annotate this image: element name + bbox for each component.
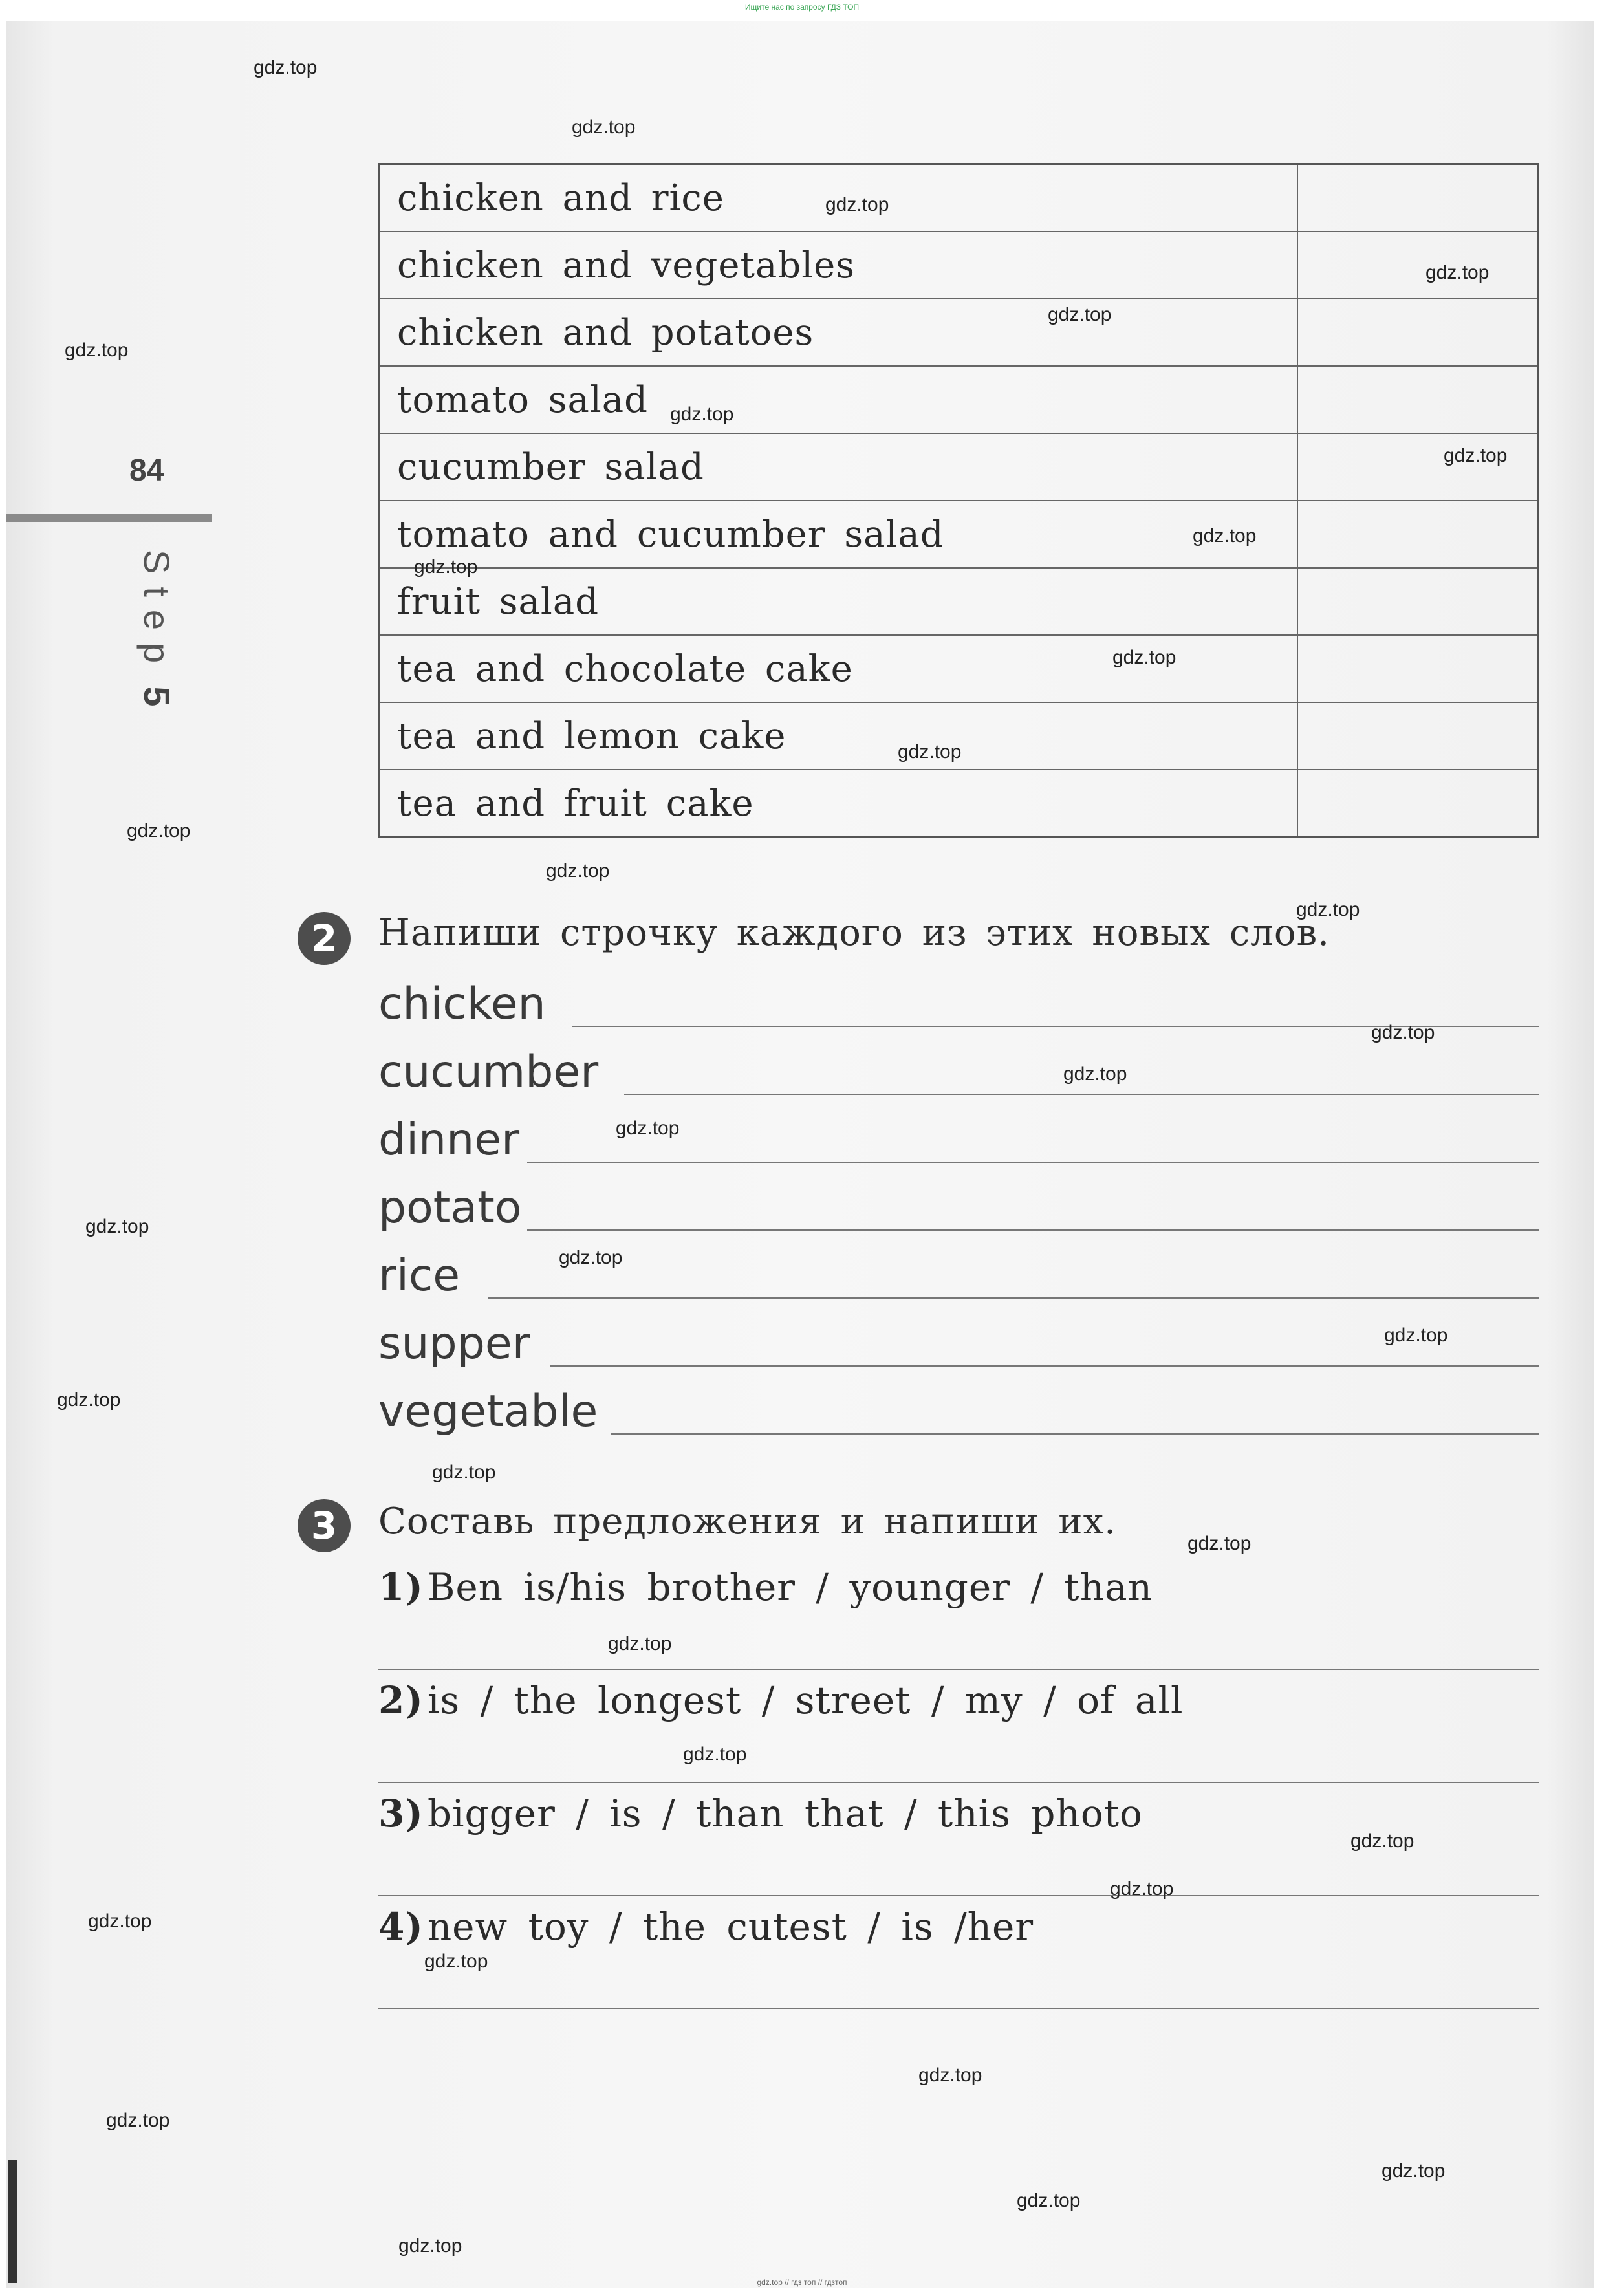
table-cell-answer[interactable] [1297,232,1539,299]
sentence-text: new toy / the cutest / is /her [427,1905,1034,1949]
watermark: gdz.top [1384,1325,1448,1346]
sentence-number: 1) [378,1565,424,1609]
bottom-banner: gdz.top // гдз топ // гдзтоп [757,2278,847,2287]
table-cell-dish: chicken and rice [380,164,1298,232]
word-row [378,1177,1539,1239]
top-banner: Ищите нас по запросу ГДЗ ТОП [744,3,860,12]
watermark: gdz.top [1371,1022,1435,1043]
table-cell-dish: tea and fruit cake [380,770,1298,838]
exercise-3-badge: 3 [298,1499,351,1552]
writing-line[interactable] [527,1162,1539,1163]
exercise-3-instruction: Составь предложения и напиши их. [378,1500,1117,1543]
watermark: gdz.top [1017,2190,1081,2211]
word-label: supper [378,1318,530,1369]
word-row [378,973,1539,1035]
table-cell-answer[interactable] [1297,568,1539,635]
table-cell-dish: tea and lemon cake [380,702,1298,770]
watermark: gdz.top [57,1389,121,1411]
watermark: gdz.top [1193,525,1257,547]
table-row [380,299,1539,366]
watermark: gdz.top [1187,1533,1252,1554]
table-cell-answer[interactable] [1297,433,1539,501]
table-row [380,164,1539,232]
table-cell-dish: chicken and potatoes [380,299,1298,366]
word-row [378,1381,1539,1442]
watermark: gdz.top [398,2235,462,2257]
watermark: gdz.top [1112,647,1176,668]
table-row [380,232,1539,299]
watermark: gdz.top [683,1744,747,1765]
writing-line[interactable] [550,1365,1539,1367]
sentence-number: 2) [378,1678,424,1722]
watermark: gdz.top [572,116,636,138]
table-cell-answer[interactable] [1297,501,1539,568]
sentence-4 [378,1905,1034,1949]
watermark: gdz.top [1444,445,1508,466]
scan-edge-bar [8,2160,17,2283]
watermark: gdz.top [1110,1878,1174,1900]
watermark: gdz.top [559,1247,623,1268]
answer-line[interactable] [378,1782,1539,1783]
watermark: gdz.top [424,1951,488,1972]
table-cell-answer[interactable] [1297,299,1539,366]
writing-line[interactable] [488,1297,1539,1299]
watermark: gdz.top [918,2064,982,2086]
sentence-3 [378,1792,1143,1836]
watermark: gdz.top [65,340,129,361]
page-number: 84 [129,453,164,488]
table-row [380,433,1539,501]
table-cell-dish: tea and chocolate cake [380,635,1298,702]
side-step-label [113,550,178,720]
writing-line[interactable] [527,1229,1539,1231]
watermark: gdz.top [88,1911,152,1932]
table-cell-answer[interactable] [1297,366,1539,433]
watermark: gdz.top [670,404,734,425]
table-cell-dish: cucumber salad [380,433,1298,501]
exercise-2-badge: 2 [298,912,351,965]
watermark: gdz.top [1425,262,1490,283]
table-row [380,770,1539,838]
food-table [378,163,1539,838]
watermark: gdz.top [1063,1063,1127,1085]
word-label: chicken [378,979,546,1030]
table-row [380,501,1539,568]
watermark: gdz.top [546,860,610,882]
word-row [378,1245,1539,1306]
word-label: vegetable [378,1386,598,1437]
sentence-number: 3) [378,1792,424,1836]
table-cell-answer[interactable] [1297,164,1539,232]
answer-line[interactable] [378,2008,1539,2009]
answer-line[interactable] [378,1895,1539,1896]
table-cell-dish: fruit salad [380,568,1298,635]
sentence-2 [378,1678,1184,1722]
watermark: gdz.top [898,741,962,763]
table-row [380,635,1539,702]
table-cell-answer[interactable] [1297,770,1539,838]
word-row [378,1109,1539,1171]
table-cell-answer[interactable] [1297,702,1539,770]
exercise-2-instruction: Напиши строчку каждого из этих новых слов. [378,912,1330,954]
word-label: rice [378,1250,461,1301]
sentence-text: is / the longest / street / my / of all [427,1678,1184,1722]
table-row [380,568,1539,635]
watermark: gdz.top [254,57,318,78]
word-row [378,1041,1539,1103]
sentence-1 [378,1565,1153,1609]
watermark: gdz.top [127,820,191,841]
sentence-text: Ben is/his brother / younger / than [427,1565,1153,1609]
watermark: gdz.top [106,2110,170,2131]
watermark: gdz.top [608,1633,672,1654]
writing-line[interactable] [611,1433,1539,1435]
watermark: gdz.top [85,1216,149,1237]
watermark: gdz.top [1382,2160,1446,2182]
watermark: gdz.top [1296,899,1360,920]
table-cell-answer[interactable] [1297,635,1539,702]
side-divider [6,514,212,522]
word-label: dinner [378,1114,520,1165]
side-step-word: Step [136,550,177,677]
word-row [378,1313,1539,1374]
table-row [380,366,1539,433]
table-cell-dish: chicken and vegetables [380,232,1298,299]
watermark: gdz.top [825,194,889,215]
sentence-text: bigger / is / than that / this photo [427,1792,1143,1836]
table-cell-dish: tomato salad [380,366,1298,433]
writing-line[interactable] [624,1094,1539,1095]
word-label: potato [378,1182,522,1233]
watermark: gdz.top [1048,304,1112,325]
side-step-number: 5 [136,686,177,720]
watermark: gdz.top [432,1462,496,1483]
answer-line[interactable] [378,1669,1539,1670]
watermark: gdz.top [616,1118,680,1139]
sentence-number: 4) [378,1905,424,1949]
watermark: gdz.top [1350,1830,1414,1852]
watermark: gdz.top [414,556,478,578]
table-cell-dish: tomato and cucumber salad [380,501,1298,568]
word-label: cucumber [378,1046,599,1098]
